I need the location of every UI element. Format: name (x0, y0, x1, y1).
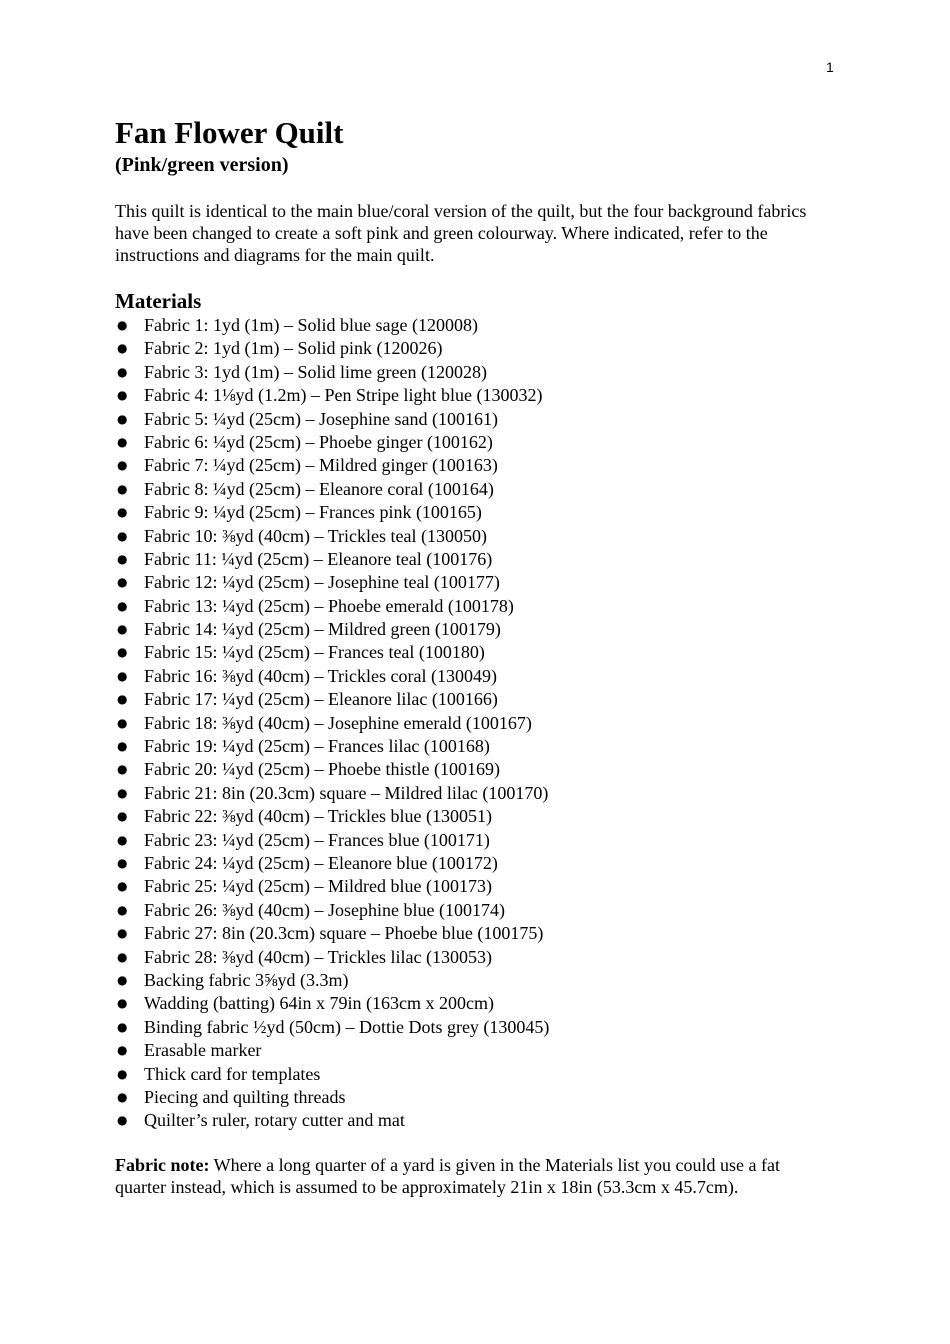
page-number: 1 (826, 59, 834, 75)
bullet-icon: ● (117, 996, 128, 1011)
bullet-icon: ● (117, 458, 128, 473)
bullet-icon: ● (117, 972, 128, 987)
list-item (115, 548, 835, 571)
list-item-text: Fabric 24: ¼yd (25cm) – Eleanore blue (100172) (144, 852, 498, 873)
list-item-text: Fabric 16: ⅜yd (40cm) – Trickles coral (130049) (144, 665, 497, 686)
list-item-text: Fabric 25: ¼yd (25cm) – Mildred blue (100173) (144, 876, 492, 897)
bullet-icon: ● (117, 855, 128, 870)
bullet-icon: ● (117, 832, 128, 847)
list-item (115, 735, 835, 758)
list-item-text: Fabric 14: ¼yd (25cm) – Mildred green (100179) (144, 619, 501, 640)
list-item-text: Fabric 13: ¼yd (25cm) – Phoebe emerald (100178) (144, 595, 514, 616)
bullet-icon: ● (117, 575, 128, 590)
list-item-text: Fabric 21: 8in (20.3cm) square – Mildred lilac (100170) (144, 782, 549, 803)
bullet-icon: ● (117, 715, 128, 730)
list-item-text: Fabric 11: ¼yd (25cm) – Eleanore teal (100176) (144, 548, 493, 569)
list-item-text: Fabric 22: ⅜yd (40cm) – Trickles blue (130051) (144, 806, 492, 827)
list-item (115, 384, 835, 407)
list-item-text: Erasable marker (144, 1040, 262, 1061)
list-item (115, 1063, 835, 1086)
list-item (115, 1086, 835, 1109)
bullet-icon: ● (117, 785, 128, 800)
bullet-icon: ● (117, 598, 128, 613)
list-item-text: Binding fabric ½yd (50cm) – Dottie Dots grey (130045) (144, 1016, 550, 1037)
list-item-text: Fabric 1: 1yd (1m) – Solid blue sage (120008) (144, 315, 478, 335)
bullet-icon: ● (117, 388, 128, 403)
list-item-text: Quilter’s ruler, rotary cutter and mat (144, 1110, 405, 1131)
bullet-icon: ● (117, 364, 128, 379)
list-item-text: Fabric 18: ⅜yd (40cm) – Josephine emerald (100167) (144, 712, 532, 733)
bullet-icon: ● (117, 762, 128, 777)
bullet-icon: ● (117, 481, 128, 496)
list-item-text: Backing fabric 3⅝yd (3.3m) (144, 969, 349, 990)
list-item-text: Fabric 17: ¼yd (25cm) – Eleanore lilac (100166) (144, 689, 498, 710)
list-item-text: Fabric 12: ¼yd (25cm) – Josephine teal (100177) (144, 572, 500, 593)
bullet-icon: ● (117, 318, 128, 332)
list-item-text: Fabric 23: ¼yd (25cm) – Frances blue (100171) (144, 829, 490, 850)
list-item (115, 431, 835, 454)
list-item (115, 408, 835, 431)
list-item (115, 618, 835, 641)
bullet-icon: ● (117, 551, 128, 566)
list-item (115, 875, 835, 898)
list-item (115, 688, 835, 711)
list-item-text: Fabric 4: 1⅛yd (1.2m) – Pen Stripe light blue (130032) (144, 385, 543, 406)
list-item (115, 899, 835, 922)
materials-heading: Materials (115, 289, 202, 313)
list-item-text: Fabric 27: 8in (20.3cm) square – Phoebe blue (100175) (144, 923, 544, 944)
bullet-icon: ● (117, 505, 128, 520)
list-item (115, 525, 835, 548)
materials-list (115, 314, 835, 1133)
list-item-text: Wadding (batting) 64in x 79in (163cm x 200cm) (144, 993, 494, 1014)
fabric-note (115, 1154, 835, 1198)
list-item-text: Thick card for templates (144, 1063, 321, 1084)
list-item (115, 501, 835, 524)
list-item-text: Fabric 26: ⅜yd (40cm) – Josephine blue (100174) (144, 899, 505, 920)
bullet-icon: ● (117, 1066, 128, 1081)
list-item (115, 595, 835, 618)
list-item (115, 665, 835, 688)
list-item (115, 571, 835, 594)
bullet-icon: ● (117, 528, 128, 543)
document-subtitle: (Pink/green version) (115, 154, 289, 176)
list-item-text: Fabric 5: ¼yd (25cm) – Josephine sand (100161) (144, 408, 498, 429)
bullet-icon: ● (117, 1113, 128, 1128)
list-item (115, 829, 835, 852)
list-item-text: Fabric 15: ¼yd (25cm) – Frances teal (100180) (144, 642, 485, 663)
list-item (115, 478, 835, 501)
list-item (115, 992, 835, 1015)
bullet-icon: ● (117, 809, 128, 824)
bullet-icon: ● (117, 622, 128, 637)
list-item-text: Fabric 28: ⅜yd (40cm) – Trickles lilac (130053) (144, 946, 492, 967)
list-item-text: Fabric 8: ¼yd (25cm) – Eleanore coral (100164) (144, 478, 494, 499)
bullet-icon: ● (117, 902, 128, 917)
bullet-icon: ● (117, 692, 128, 707)
bullet-icon: ● (117, 645, 128, 660)
list-item (115, 712, 835, 735)
list-item (115, 337, 835, 360)
list-item (115, 454, 835, 477)
fabric-note-label: Fabric note: (115, 1155, 210, 1175)
list-item (115, 1109, 835, 1132)
list-item (115, 946, 835, 969)
list-item (115, 641, 835, 664)
list-item (115, 805, 835, 828)
list-item-text: Piecing and quilting threads (144, 1086, 346, 1107)
list-item-text: Fabric 20: ¼yd (25cm) – Phoebe thistle (100169) (144, 759, 500, 780)
list-item (115, 314, 835, 337)
bullet-icon: ● (117, 879, 128, 894)
list-item-text: Fabric 10: ⅜yd (40cm) – Trickles teal (130050) (144, 525, 487, 546)
list-item-text: Fabric 9: ¼yd (25cm) – Frances pink (100165) (144, 502, 482, 523)
list-item (115, 1039, 835, 1062)
list-item (115, 361, 835, 384)
bullet-icon: ● (117, 434, 128, 449)
fabric-note-text: Where a long quarter of a yard is given in the Materials list you could use a fat quarter instead, which is assumed to be approximately 21in x 18in (53.3cm x 45.7cm). (115, 1155, 780, 1197)
bullet-icon: ● (117, 341, 128, 356)
bullet-icon: ● (117, 739, 128, 754)
bullet-icon: ● (117, 668, 128, 683)
list-item-text: Fabric 7: ¼yd (25cm) – Mildred ginger (100163) (144, 455, 498, 476)
list-item (115, 969, 835, 992)
list-item-text: Fabric 2: 1yd (1m) – Solid pink (120026) (144, 338, 443, 359)
bullet-icon: ● (117, 1089, 128, 1104)
bullet-icon: ● (117, 1019, 128, 1034)
bullet-icon: ● (117, 926, 128, 941)
list-item (115, 852, 835, 875)
list-item (115, 922, 835, 945)
list-item (115, 758, 835, 781)
list-item (115, 1016, 835, 1039)
list-item (115, 782, 835, 805)
bullet-icon: ● (117, 411, 128, 426)
intro-paragraph: This quilt is identical to the main blue/coral version of the quilt, but the four background fabrics have been changed to create a soft pink and green colourway. Where indicated, refer to the instructions and diagrams for the main quilt. (115, 201, 807, 265)
bullet-icon: ● (117, 949, 128, 964)
list-item-text: Fabric 6: ¼yd (25cm) – Phoebe ginger (100162) (144, 431, 493, 452)
list-item-text: Fabric 3: 1yd (1m) – Solid lime green (120028) (144, 361, 487, 382)
bullet-icon: ● (117, 1043, 128, 1058)
document-title: Fan Flower Quilt (115, 115, 344, 150)
list-item-text: Fabric 19: ¼yd (25cm) – Frances lilac (100168) (144, 736, 490, 757)
